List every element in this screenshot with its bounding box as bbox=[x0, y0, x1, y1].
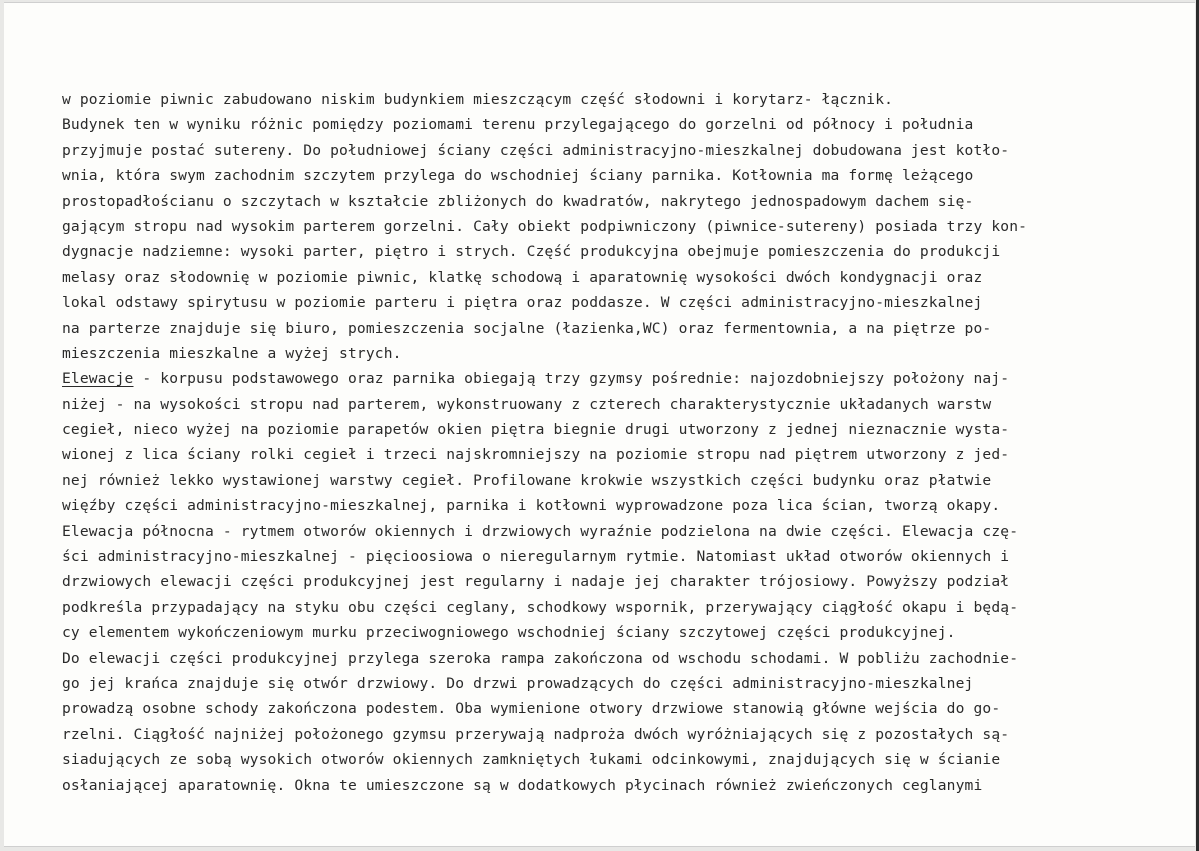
text-line: rzelni. Ciągłość najniżej położonego gzymsu przerywają nadproża dwóch wyróżniających się z pozostałych są- bbox=[62, 725, 1010, 743]
text-line: lokal odstawy spirytusu w poziomie parteru i piętra oraz poddasze. W części administracyjno-mieszkalnej bbox=[62, 294, 983, 312]
text-line: przyjmuje postać sutereny. Do południowej ściany części administracyjno-mieszkalnej dobudowana jest kotło- bbox=[62, 141, 1010, 159]
text-line: drzwiowych elewacji części produkcyjnej jest regularny i nadaje jej charakter trójosiowy. Powyższy podział bbox=[62, 573, 1010, 591]
text-line: siadujących ze sobą wysokich otworów okiennych zamkniętych łukami odcinkowymi, znajdujących się w ścianie bbox=[62, 751, 1001, 769]
section-heading: Elewacje bbox=[62, 370, 134, 388]
text-line: prowadzą osobne schody zakończona podestem. Oba wymienione otwory drzwiowe stanowią główne wejścia do go- bbox=[62, 700, 1001, 718]
section-first-line-text: - korpusu podstawowego oraz parnika obiegają trzy gzymsy pośrednie: najozdobniejszy położony naj- bbox=[133, 370, 1010, 388]
text-line: ści administracyjno-mieszkalnej - pięcioosiowa o nieregularnym rytmie. Natomiast układ otworów okiennych i bbox=[62, 548, 1010, 566]
text-line: Do elewacji części produkcyjnej przylega szeroka rampa zakończona od wschodu schodami. W pobliżu zachodnie- bbox=[62, 649, 1019, 667]
text-line: osłaniającej aparatownię. Okna te umieszczone są w dodatkowych płycinach również zwieńczonych ceglanymi bbox=[62, 776, 983, 794]
section-first-line bbox=[62, 366, 1172, 391]
text-line: więźby części administracyjno-mieszkalnej, parnika i kotłowni wyprowadzone poza lica ścian, tworzą okapy. bbox=[62, 497, 1001, 515]
text-line: mieszczenia mieszkalne a wyżej strych. bbox=[62, 344, 402, 362]
text-line: cy elementem wykończeniowym murku przeciwogniowego wschodniej ściany szczytowej części produkcyjnej. bbox=[62, 624, 956, 642]
text-line: cegieł, nieco wyżej na poziomie parapetów okien piętra biegnie drugi utworzony z jednej nieznacznie wysta- bbox=[62, 421, 1010, 439]
text-line: podkreśla przypadający na styku obu części ceglany, schodkowy wspornik, przerywający ciągłość okapu i będą- bbox=[62, 598, 1019, 616]
text-line: Elewacja północna - rytmem otworów okiennych i drzwiowych wyraźnie podzielona na dwie części. Elewacja czę- bbox=[62, 522, 1019, 540]
text-line: prostopadłościanu o szczytach w kształcie zbliżonych do kwadratów, nakrytego jednospadowym dachem się- bbox=[62, 192, 974, 210]
text-line: w poziomie piwnic zabudowano niskim budynkiem mieszczącym część słodowni i korytarz- łącznik. bbox=[62, 91, 894, 108]
text-line: nej również lekko wystawionej warstwy cegieł. Profilowane krokwie wszystkich części budynku oraz płatwie bbox=[62, 471, 992, 489]
text-line: Budynek ten w wyniku różnic pomiędzy poziomami terenu przylegającego do gorzelni od północy i południa bbox=[62, 116, 974, 134]
text-line: go jej krańca znajduje się otwór drzwiowy. Do drzwi prowadzących do części administracyjno-mieszkalnej bbox=[62, 674, 974, 692]
text-line: gającym stropu nad wysokim parterem gorzelni. Cały obiekt podpiwniczony (piwnice-sutereny) posiada trzy kon- bbox=[62, 217, 1028, 235]
text-line: wnia, która swym zachodnim szczytem przylega do wschodniej ściany parnika. Kotłownia ma formę leżącego bbox=[62, 167, 974, 185]
typewritten-text bbox=[62, 87, 1172, 798]
text-line: melasy oraz słodownię w poziomie piwnic, klatkę schodową i aparatownię wysokości dwóch kondygnacji oraz bbox=[62, 268, 983, 286]
document-page bbox=[4, 2, 1195, 847]
text-line: dygnacje nadziemne: wysoki parter, piętro i strych. Część produkcyjna obejmuje pomieszczenia do produkcji bbox=[62, 243, 1001, 261]
text-line: na parterze znajduje się biuro, pomieszczenia socjalne (łazienka,WC) oraz fermentownia, a na piętrze po- bbox=[62, 319, 992, 337]
text-line: wionej z lica ściany rolki cegieł i trzeci najskromniejszy na poziomie stropu nad piętrem utworzony z jed- bbox=[62, 446, 1010, 464]
text-line: niżej - na wysokości stropu nad parterem, wykonstruowany z czterech charakterystycznie układanych warstw bbox=[62, 395, 992, 413]
